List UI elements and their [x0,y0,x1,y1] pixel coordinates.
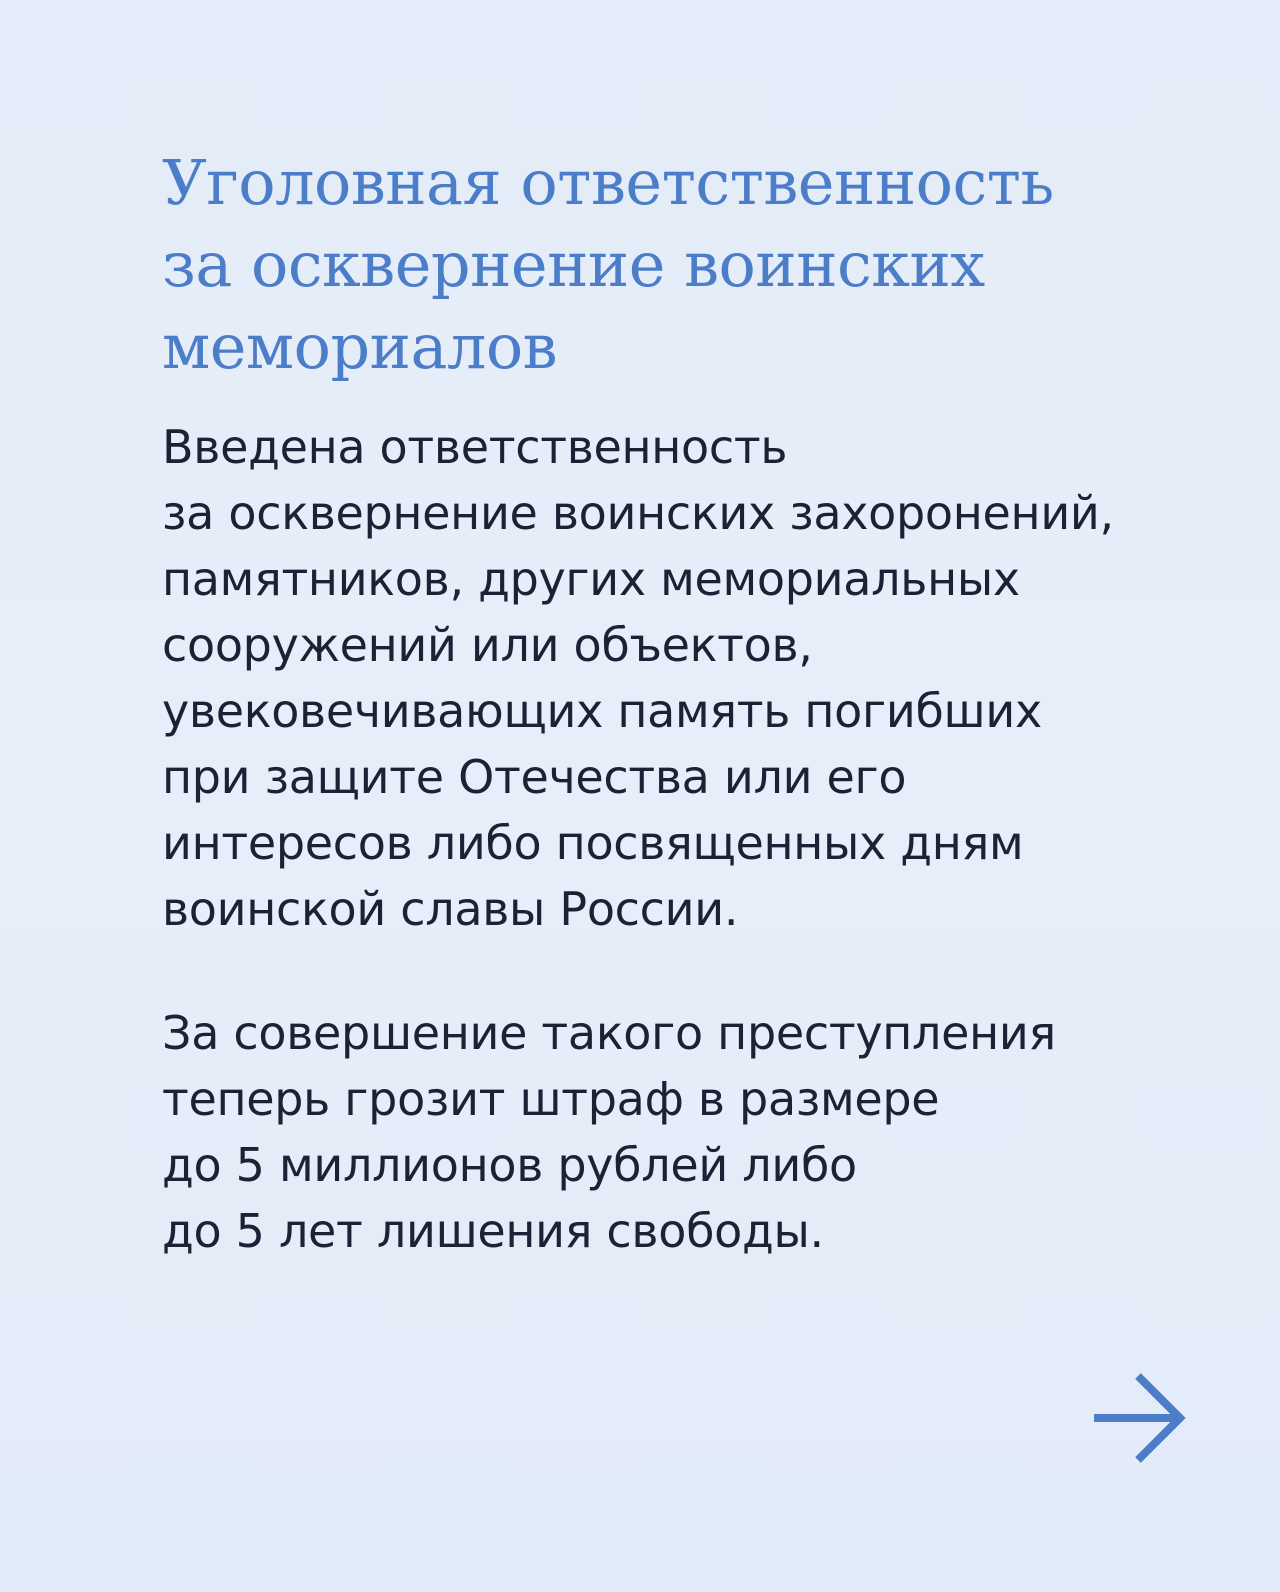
paragraph-line: до 5 лет лишения свободы. [162,1204,824,1258]
paragraph-line: за осквернение воинских захоронений, [162,486,1114,540]
title-line: Уголовная ответственность [162,146,1054,219]
paragraph-line: интересов либо посвященных дням [162,816,1024,870]
paragraph-line: при защите Отечества или его [162,750,907,804]
paragraph-line: Введена ответственность [162,420,788,474]
title-line: мемориалов [162,310,558,383]
paragraph-line: теперь грозит штраф в размере [162,1072,940,1126]
paragraph-line: За совершение такого преступления [162,1006,1056,1060]
paragraph-line: воинской славы России. [162,882,739,936]
paragraph-line: памятников, других мемориальных [162,552,1020,606]
title-line: за осквернение воинских [162,228,985,301]
paragraph-line: сооружений или объектов, [162,618,813,672]
page-title [162,142,1162,388]
paragraph-line: до 5 миллионов рублей либо [162,1138,857,1192]
paragraph-responsibility [162,414,1222,942]
arrow-right-icon[interactable] [1088,1370,1192,1466]
paragraph-penalty [162,1000,1222,1264]
paragraph-line: увековечивающих память погибших [162,684,1042,738]
